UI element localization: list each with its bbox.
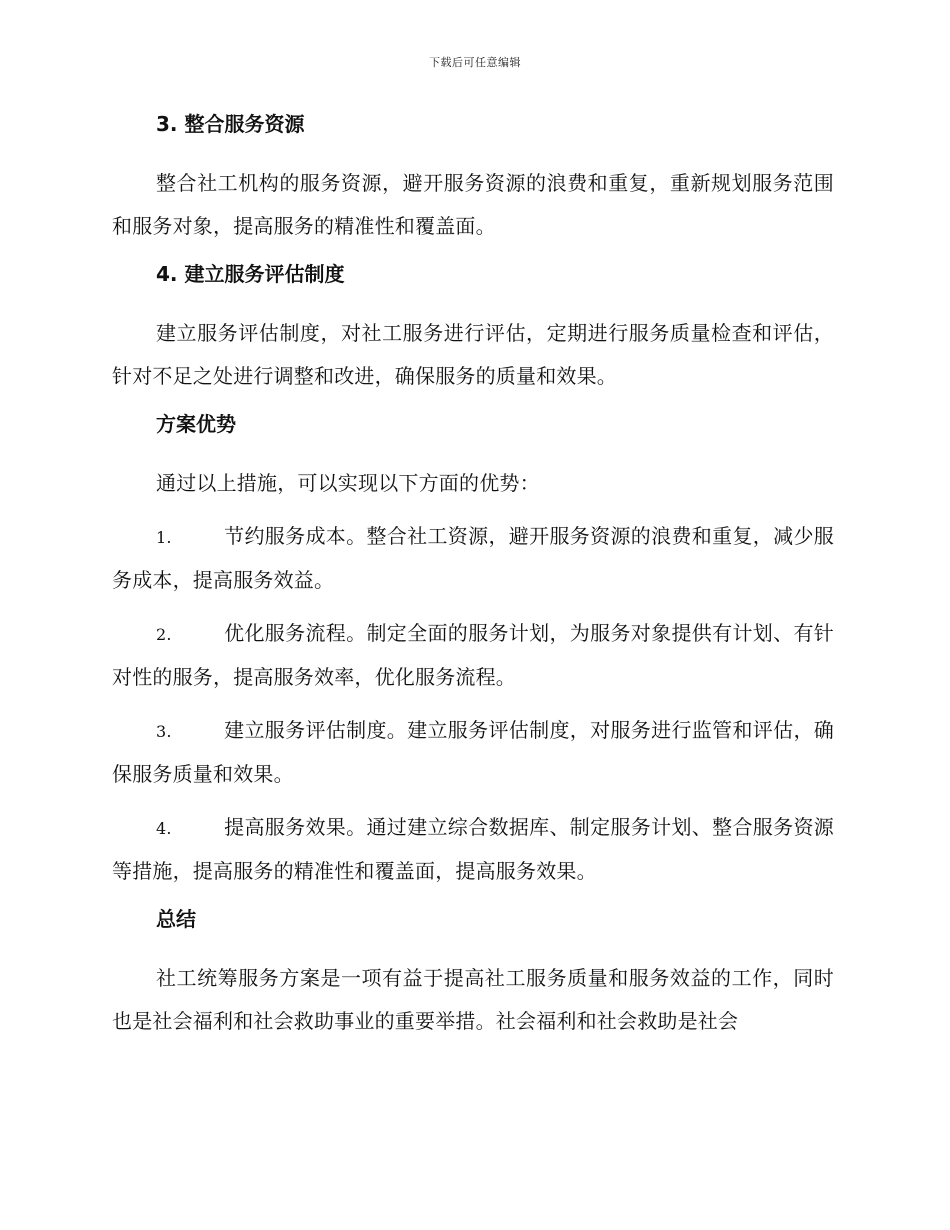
- advantage-item-3: [112, 709, 834, 796]
- section-3-paragraph: 整合社工机构的服务资源，避开服务资源的浪费和重复，重新规划服务范围和服务对象，提高服务的精准性和覆盖面。: [112, 171, 834, 238]
- advantage-item-2: [112, 612, 834, 699]
- list-number: 3.: [156, 722, 172, 741]
- section-4-paragraph: 建立服务评估制度，对社工服务进行评估，定期进行服务质量检查和评估，针对不足之处进行调整和改进，确保服务的质量和效果。: [112, 321, 834, 388]
- document-body: [112, 108, 834, 1053]
- summary-paragraph: 社工统筹服务方案是一项有益于提高社工服务质量和服务效益的工作，同时也是社会福利和社会救助事业的重要举措。社会福利和社会救助是社会: [112, 966, 834, 1033]
- list-text: 优化服务流程。制定全面的服务计划，为服务对象提供有计划、有针对性的服务，提高服务效率，优化服务流程。: [112, 621, 834, 689]
- advantage-item-4: [112, 806, 834, 893]
- list-number: 2.: [156, 625, 172, 644]
- advantages-intro: 通过以上措施，可以实现以下方面的优势：: [156, 471, 540, 495]
- summary-heading: 总结: [156, 907, 196, 931]
- list-text: 建立服务评估制度。建立服务评估制度，对服务进行监管和评估，确保服务质量和效果。: [112, 718, 834, 786]
- section-4-heading: 4. 建立服务评估制度: [156, 262, 345, 286]
- list-text: 节约服务成本。整合社工资源，避开服务资源的浪费和重复，减少服务成本，提高服务效益。: [112, 524, 834, 592]
- page-header: 下载后可任意编辑: [429, 56, 521, 69]
- section-3-heading: 3. 整合服务资源: [156, 112, 305, 136]
- advantages-heading: 方案优势: [156, 412, 236, 436]
- list-number: 4.: [156, 819, 172, 838]
- advantage-item-1: [112, 515, 834, 602]
- list-text: 提高服务效果。通过建立综合数据库、制定服务计划、整合服务资源等措施，提高服务的精准性和覆盖面，提高服务效果。: [112, 815, 834, 883]
- list-number: 1.: [156, 528, 172, 547]
